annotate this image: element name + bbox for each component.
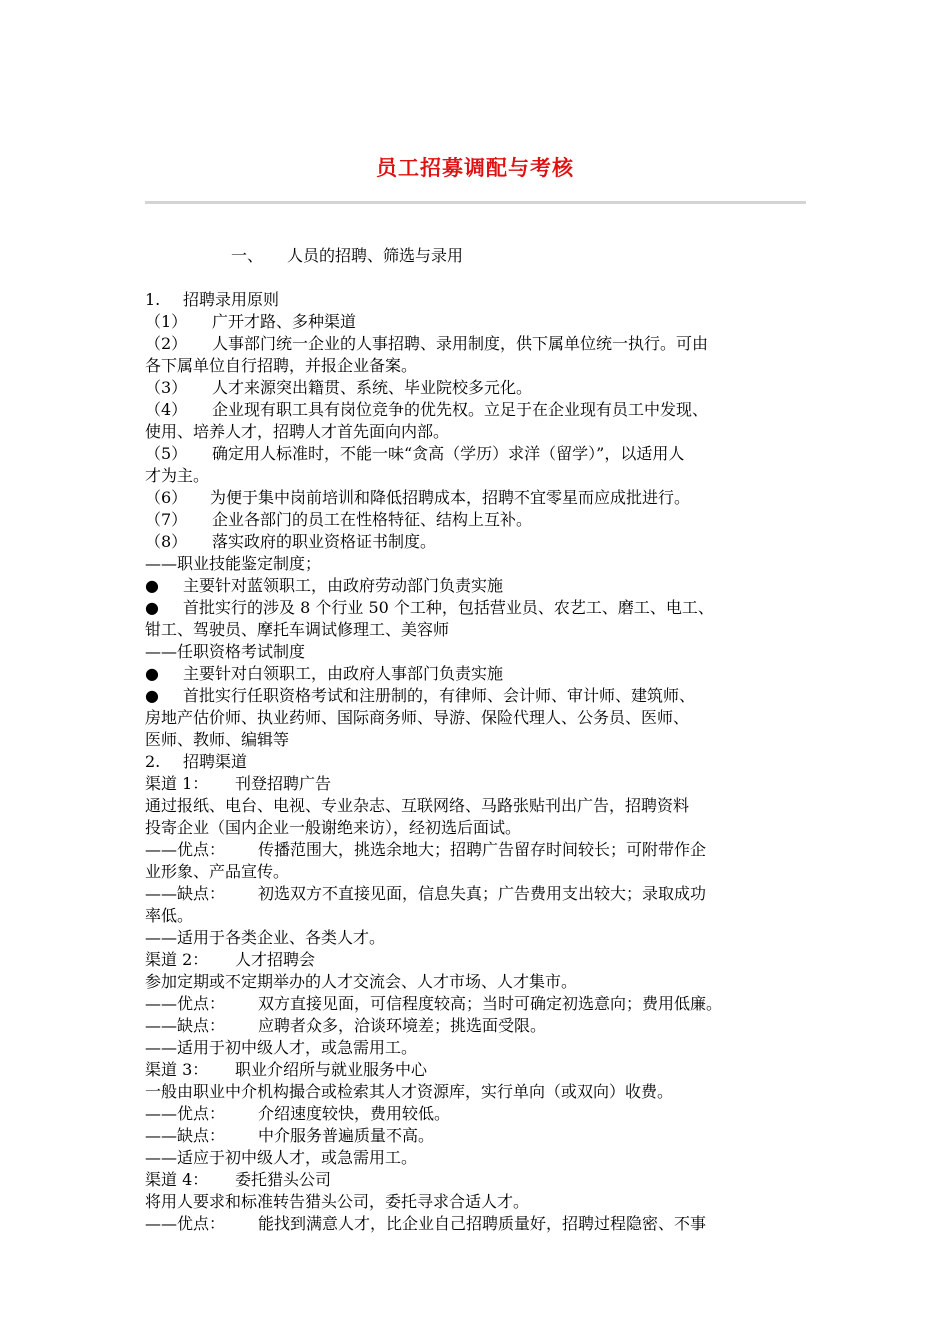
bullet-item xyxy=(145,685,810,707)
text-line xyxy=(145,751,810,773)
text-line: 使用、培养人才，招聘人才首先面向内部。 xyxy=(145,422,450,441)
line-text: 双方直接见面，可信程度较高；当时可确定初选意向；费用低廉。 xyxy=(258,994,723,1013)
bullet-icon: ● xyxy=(145,686,159,705)
text-line xyxy=(145,993,810,1015)
text-line: 率低。 xyxy=(145,906,194,925)
line-label: ——优点： xyxy=(145,840,226,859)
text-line xyxy=(145,311,810,333)
document-title: 员工招募调配与考核 xyxy=(376,156,574,180)
section-number: 一、 xyxy=(231,246,264,265)
line-text: 招聘录用原则 xyxy=(183,290,280,309)
text-line xyxy=(145,1059,810,1081)
text-line: 钳工、驾驶员、摩托车调试修理工、美容师 xyxy=(145,620,450,639)
title-divider xyxy=(145,201,806,204)
line-label: 渠道 3： xyxy=(145,1060,209,1079)
text-line: ——任职资格考试制度 xyxy=(145,642,306,661)
text-line xyxy=(145,949,810,971)
line-label: ——优点： xyxy=(145,1214,226,1233)
line-text: 落实政府的职业资格证书制度。 xyxy=(212,532,437,551)
text-line xyxy=(145,333,810,355)
line-label: （1） xyxy=(145,312,188,331)
line-text: 企业现有职工具有岗位竞争的优先权。立足于在企业现有员工中发现、 xyxy=(212,400,709,419)
bullet-item xyxy=(145,597,810,619)
text-line: 通过报纸、电台、电视、专业杂志、互联网络、马路张贴刊出广告，招聘资料 xyxy=(145,796,690,815)
line-text: 刊登招聘广告 xyxy=(235,774,332,793)
text-line xyxy=(145,1015,810,1037)
line-label: （5） xyxy=(145,444,188,463)
line-label: 渠道 2： xyxy=(145,950,209,969)
bullet-icon: ● xyxy=(145,664,159,683)
line-text: 职业介绍所与就业服务中心 xyxy=(235,1060,428,1079)
line-text: 应聘者众多，洽谈环境差；挑选面受限。 xyxy=(258,1016,547,1035)
bullet-item xyxy=(145,663,810,685)
line-label: （4） xyxy=(145,400,188,419)
text-line xyxy=(145,509,810,531)
line-label: ——缺点： xyxy=(145,1126,226,1145)
line-text: 为便于集中岗前培训和降低招聘成本，招聘不宜零星而应成批进行。 xyxy=(210,488,691,507)
text-line xyxy=(145,487,810,509)
text-line: 房地产估价师、执业药师、国际商务师、导游、保险代理人、公务员、医师、 xyxy=(145,708,690,727)
text-line xyxy=(145,443,810,465)
line-label: ——缺点： xyxy=(145,1016,226,1035)
text-line: 一般由职业中介机构撮合或检索其人才资源库，实行单向（或双向）收费。 xyxy=(145,1082,674,1101)
text-line: ——适用于各类企业、各类人才。 xyxy=(145,928,386,947)
section-title: 人员的招聘、筛选与录用 xyxy=(287,246,464,265)
text-line xyxy=(145,1125,810,1147)
line-text: 广开才路、多种渠道 xyxy=(212,312,357,331)
text-line xyxy=(145,399,810,421)
bullet-item xyxy=(145,575,810,597)
document-body xyxy=(145,289,810,1235)
line-text: 招聘渠道 xyxy=(183,752,248,771)
bullet-text: 首批实行的涉及 8 个行业 50 个工种，包括营业员、农艺工、磨工、电工、 xyxy=(183,598,714,617)
line-label: （8） xyxy=(145,532,188,551)
line-text: 委托猎头公司 xyxy=(235,1170,332,1189)
bullet-icon: ● xyxy=(145,598,159,617)
text-line: 才为主。 xyxy=(145,466,210,485)
bullet-text: 主要针对白领职工，由政府人事部门负责实施 xyxy=(183,664,504,683)
bullet-icon: ● xyxy=(145,576,159,595)
text-line xyxy=(145,531,810,553)
text-line: 各下属单位自行招聘，并报企业备案。 xyxy=(145,356,418,375)
text-line xyxy=(145,1103,810,1125)
line-text: 传播范围大，挑选余地大；招聘广告留存时间较长；可附带作企 xyxy=(258,840,707,859)
section-heading xyxy=(231,245,463,267)
text-line: ——职业技能鉴定制度； xyxy=(145,554,322,573)
line-label: ——优点： xyxy=(145,1104,226,1123)
line-label: （3） xyxy=(145,378,188,397)
line-text: 人才来源突出籍贯、系统、毕业院校多元化。 xyxy=(212,378,533,397)
text-line: ——适用于初中级人才，或急需用工。 xyxy=(145,1038,418,1057)
line-label: 渠道 1： xyxy=(145,774,209,793)
text-line xyxy=(145,883,810,905)
text-line: 医师、教师、编辑等 xyxy=(145,730,290,749)
text-line xyxy=(145,1213,810,1235)
line-label: 2. xyxy=(145,752,161,771)
line-label: 渠道 4： xyxy=(145,1170,209,1189)
line-text: 中介服务普遍质量不高。 xyxy=(258,1126,435,1145)
bullet-text: 首批实行任职资格考试和注册制的，有律师、会计师、审计师、建筑师、 xyxy=(183,686,696,705)
text-line xyxy=(145,1169,810,1191)
text-line: ——适应于初中级人才，或急需用工。 xyxy=(145,1148,418,1167)
line-label: ——优点： xyxy=(145,994,226,1013)
line-text: 能找到满意人才，比企业自己招聘质量好，招聘过程隐密、不事 xyxy=(258,1214,707,1233)
line-label: （6） xyxy=(145,488,188,507)
line-label: （7） xyxy=(145,510,188,529)
line-label: （2） xyxy=(145,334,188,353)
text-line xyxy=(145,377,810,399)
bullet-text: 主要针对蓝领职工，由政府劳动部门负责实施 xyxy=(183,576,504,595)
line-text: 人事部门统一企业的人事招聘、录用制度，供下属单位统一执行。可由 xyxy=(212,334,709,353)
text-line xyxy=(145,839,810,861)
line-text: 人才招聘会 xyxy=(235,950,316,969)
line-label: 1. xyxy=(145,290,161,309)
text-line xyxy=(145,773,810,795)
text-line: 将用人要求和标准转告猎头公司，委托寻求合适人才。 xyxy=(145,1192,530,1211)
line-label: ——缺点： xyxy=(145,884,226,903)
line-text: 初选双方不直接见面，信息失真；广告费用支出较大；录取成功 xyxy=(258,884,707,903)
line-text: 介绍速度较快，费用较低。 xyxy=(258,1104,451,1123)
text-line: 业形象、产品宣传。 xyxy=(145,862,290,881)
text-line: 参加定期或不定期举办的人才交流会、人才市场、人才集市。 xyxy=(145,972,578,991)
text-line xyxy=(145,289,810,311)
line-text: 企业各部门的员工在性格特征、结构上互补。 xyxy=(212,510,533,529)
line-text: 确定用人标准时，不能一味“贪高（学历）求洋（留学）”，以适用人 xyxy=(212,444,685,463)
text-line: 投寄企业（国内企业一般谢绝来访），经初选后面试。 xyxy=(145,818,522,837)
